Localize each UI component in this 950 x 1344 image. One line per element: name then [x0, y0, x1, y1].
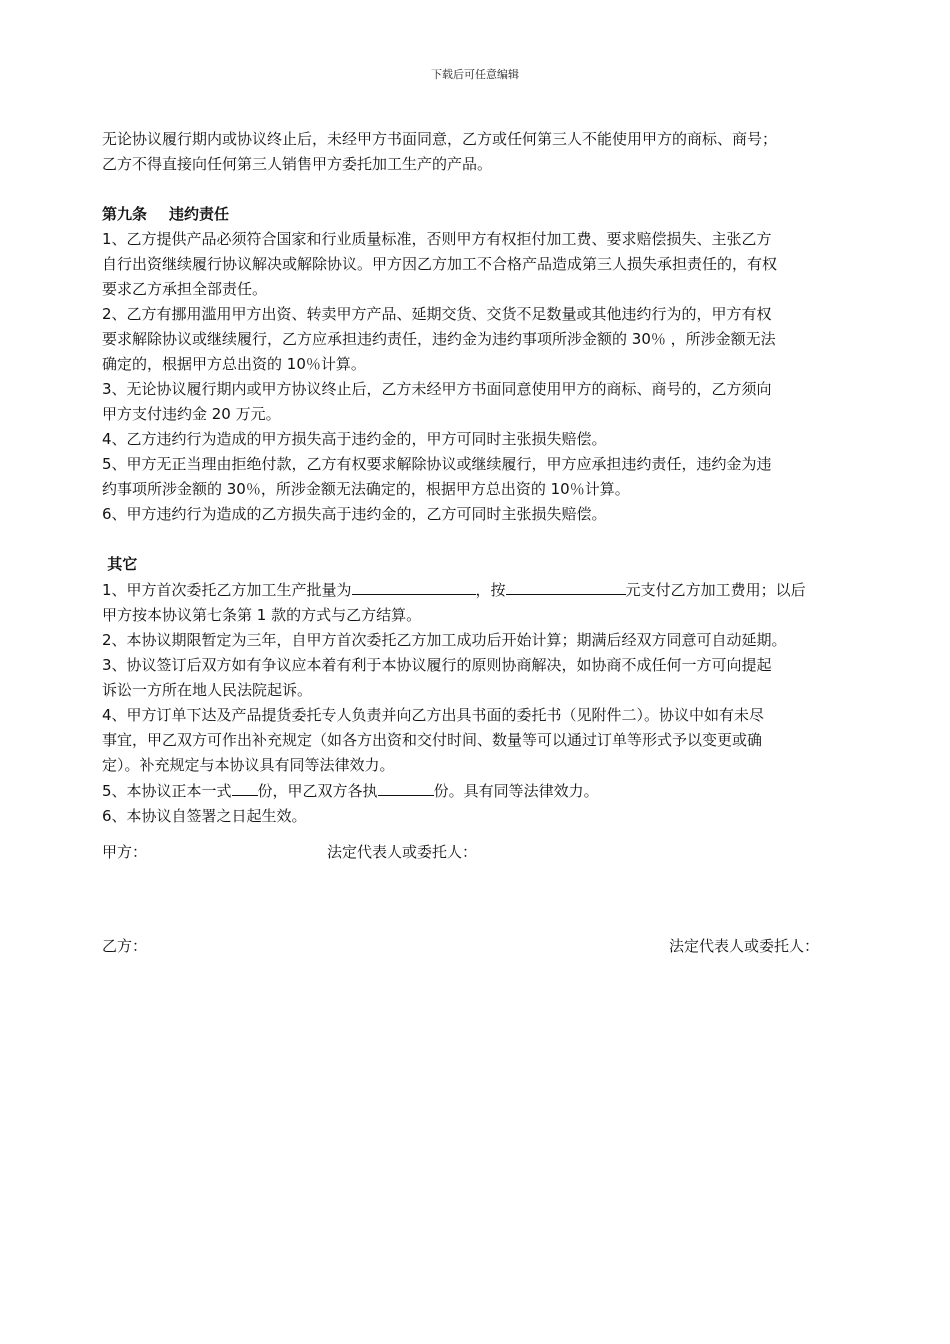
clause-line: 5、本协议正本一式 份，甲乙双方各执 份。具有同等法律效力。 [102, 778, 872, 804]
spacer [102, 527, 872, 552]
clause-line: 4、甲方订单下达及产品提货委托专人负责并向乙方出具书面的委托书（见附件二）。协议中如有未尽 [102, 706, 765, 724]
other-title: 其它 [107, 555, 138, 573]
article-9-heading [102, 202, 872, 227]
other-heading [102, 552, 872, 577]
clause-line: 6、本协议自签署之日起生效。 [102, 807, 307, 825]
spacer [102, 177, 872, 202]
party-a-representative-label: 法定代表人或委托人： [327, 843, 478, 861]
clause-line: 2、乙方有挪用滥用甲方出资、转卖甲方产品、延期交货、交货不足数量或其他违约行为的，甲方有权 [102, 305, 772, 323]
clause-line: 5、甲方无正当理由拒绝付款，乙方有权要求解除协议或继续履行，甲方应承担违约责任，违约金为违 [102, 455, 772, 473]
party-a-label: 甲方： [102, 843, 148, 861]
unit-price-blank [506, 577, 626, 595]
page-header: 下载后可任意编辑 [431, 68, 519, 81]
clause-line: 定）。补充规定与本协议具有同等法律效力。 [102, 756, 395, 774]
clause-line: 事宜，甲乙双方可作出补充规定（如各方出资和交付时间、数量等可以通过订单等形式予以变更或确 [102, 731, 763, 749]
clause-line: 约事项所涉金额的 30％，所涉金额无法确定的，根据甲方总出资的 10％计算。 [102, 480, 630, 498]
party-b-label: 乙方： [102, 937, 148, 955]
clause-line: 诉讼一方所在地人民法院起诉。 [102, 681, 313, 699]
clause-line: 3、协议签订后双方如有争议应本着有利于本协议履行的原则协商解决，如协商不成任何一方可向提起 [102, 656, 772, 674]
clause-line: 6、甲方违约行为造成的乙方损失高于违约金的，乙方可同时主张损失赔偿。 [102, 505, 607, 523]
clause-line: 确定的，根据甲方总出资的 10％计算。 [102, 355, 366, 373]
clause-line: 4、乙方违约行为造成的甲方损失高于违约金的，甲方可同时主张损失赔偿。 [102, 430, 607, 448]
clause-line: 1、乙方提供产品必须符合国家和行业质量标准，否则甲方有权拒付加工费、要求赔偿损失、主张乙方 [102, 230, 772, 248]
intro-line: 乙方不得直接向任何第三人销售甲方委托加工生产的产品。 [102, 155, 493, 173]
article-9-label: 第九条 [102, 205, 148, 223]
clause-line: 甲方支付违约金 20 万元。 [102, 405, 281, 423]
copies-total-blank [232, 778, 258, 796]
intro-line: 无论协议履行期内或协议终止后，未经甲方书面同意，乙方或任何第三人不能使用甲方的商标、商号； [102, 130, 778, 148]
clause-line: 要求乙方承担全部责任。 [102, 280, 268, 298]
clause-line: 甲方按本协议第七条第 1 款的方式与乙方结算。 [102, 606, 422, 624]
clause-line: 2、本协议期限暂定为三年，自甲方首次委托乙方加工成功后开始计算；期满后经双方同意可自动延期。 [102, 631, 787, 649]
clause-line: 自行出资继续履行协议解决或解除协议。甲方因乙方加工不合格产品造成第三人损失承担责任的，有权 [102, 255, 778, 273]
batch-quantity-blank [352, 577, 476, 595]
clause-line: 要求解除协议或继续履行，乙方应承担违约责任，违约金为违约事项所涉金额的 30％ ，所涉金额无法 [102, 330, 776, 348]
clause-line: 3、无论协议履行期内或甲方协议终止后，乙方未经甲方书面同意使用甲方的商标、商号的，乙方须向 [102, 380, 772, 398]
article-9-title: 违约责任 [169, 205, 230, 223]
clause-line: 1、甲方首次委托乙方加工生产批量为 ，按 元支付乙方加工费用；以后 [102, 577, 872, 603]
copies-each-blank [378, 778, 434, 796]
document-body [102, 127, 872, 829]
party-b-representative-label: 法定代表人或委托人： [669, 937, 820, 955]
